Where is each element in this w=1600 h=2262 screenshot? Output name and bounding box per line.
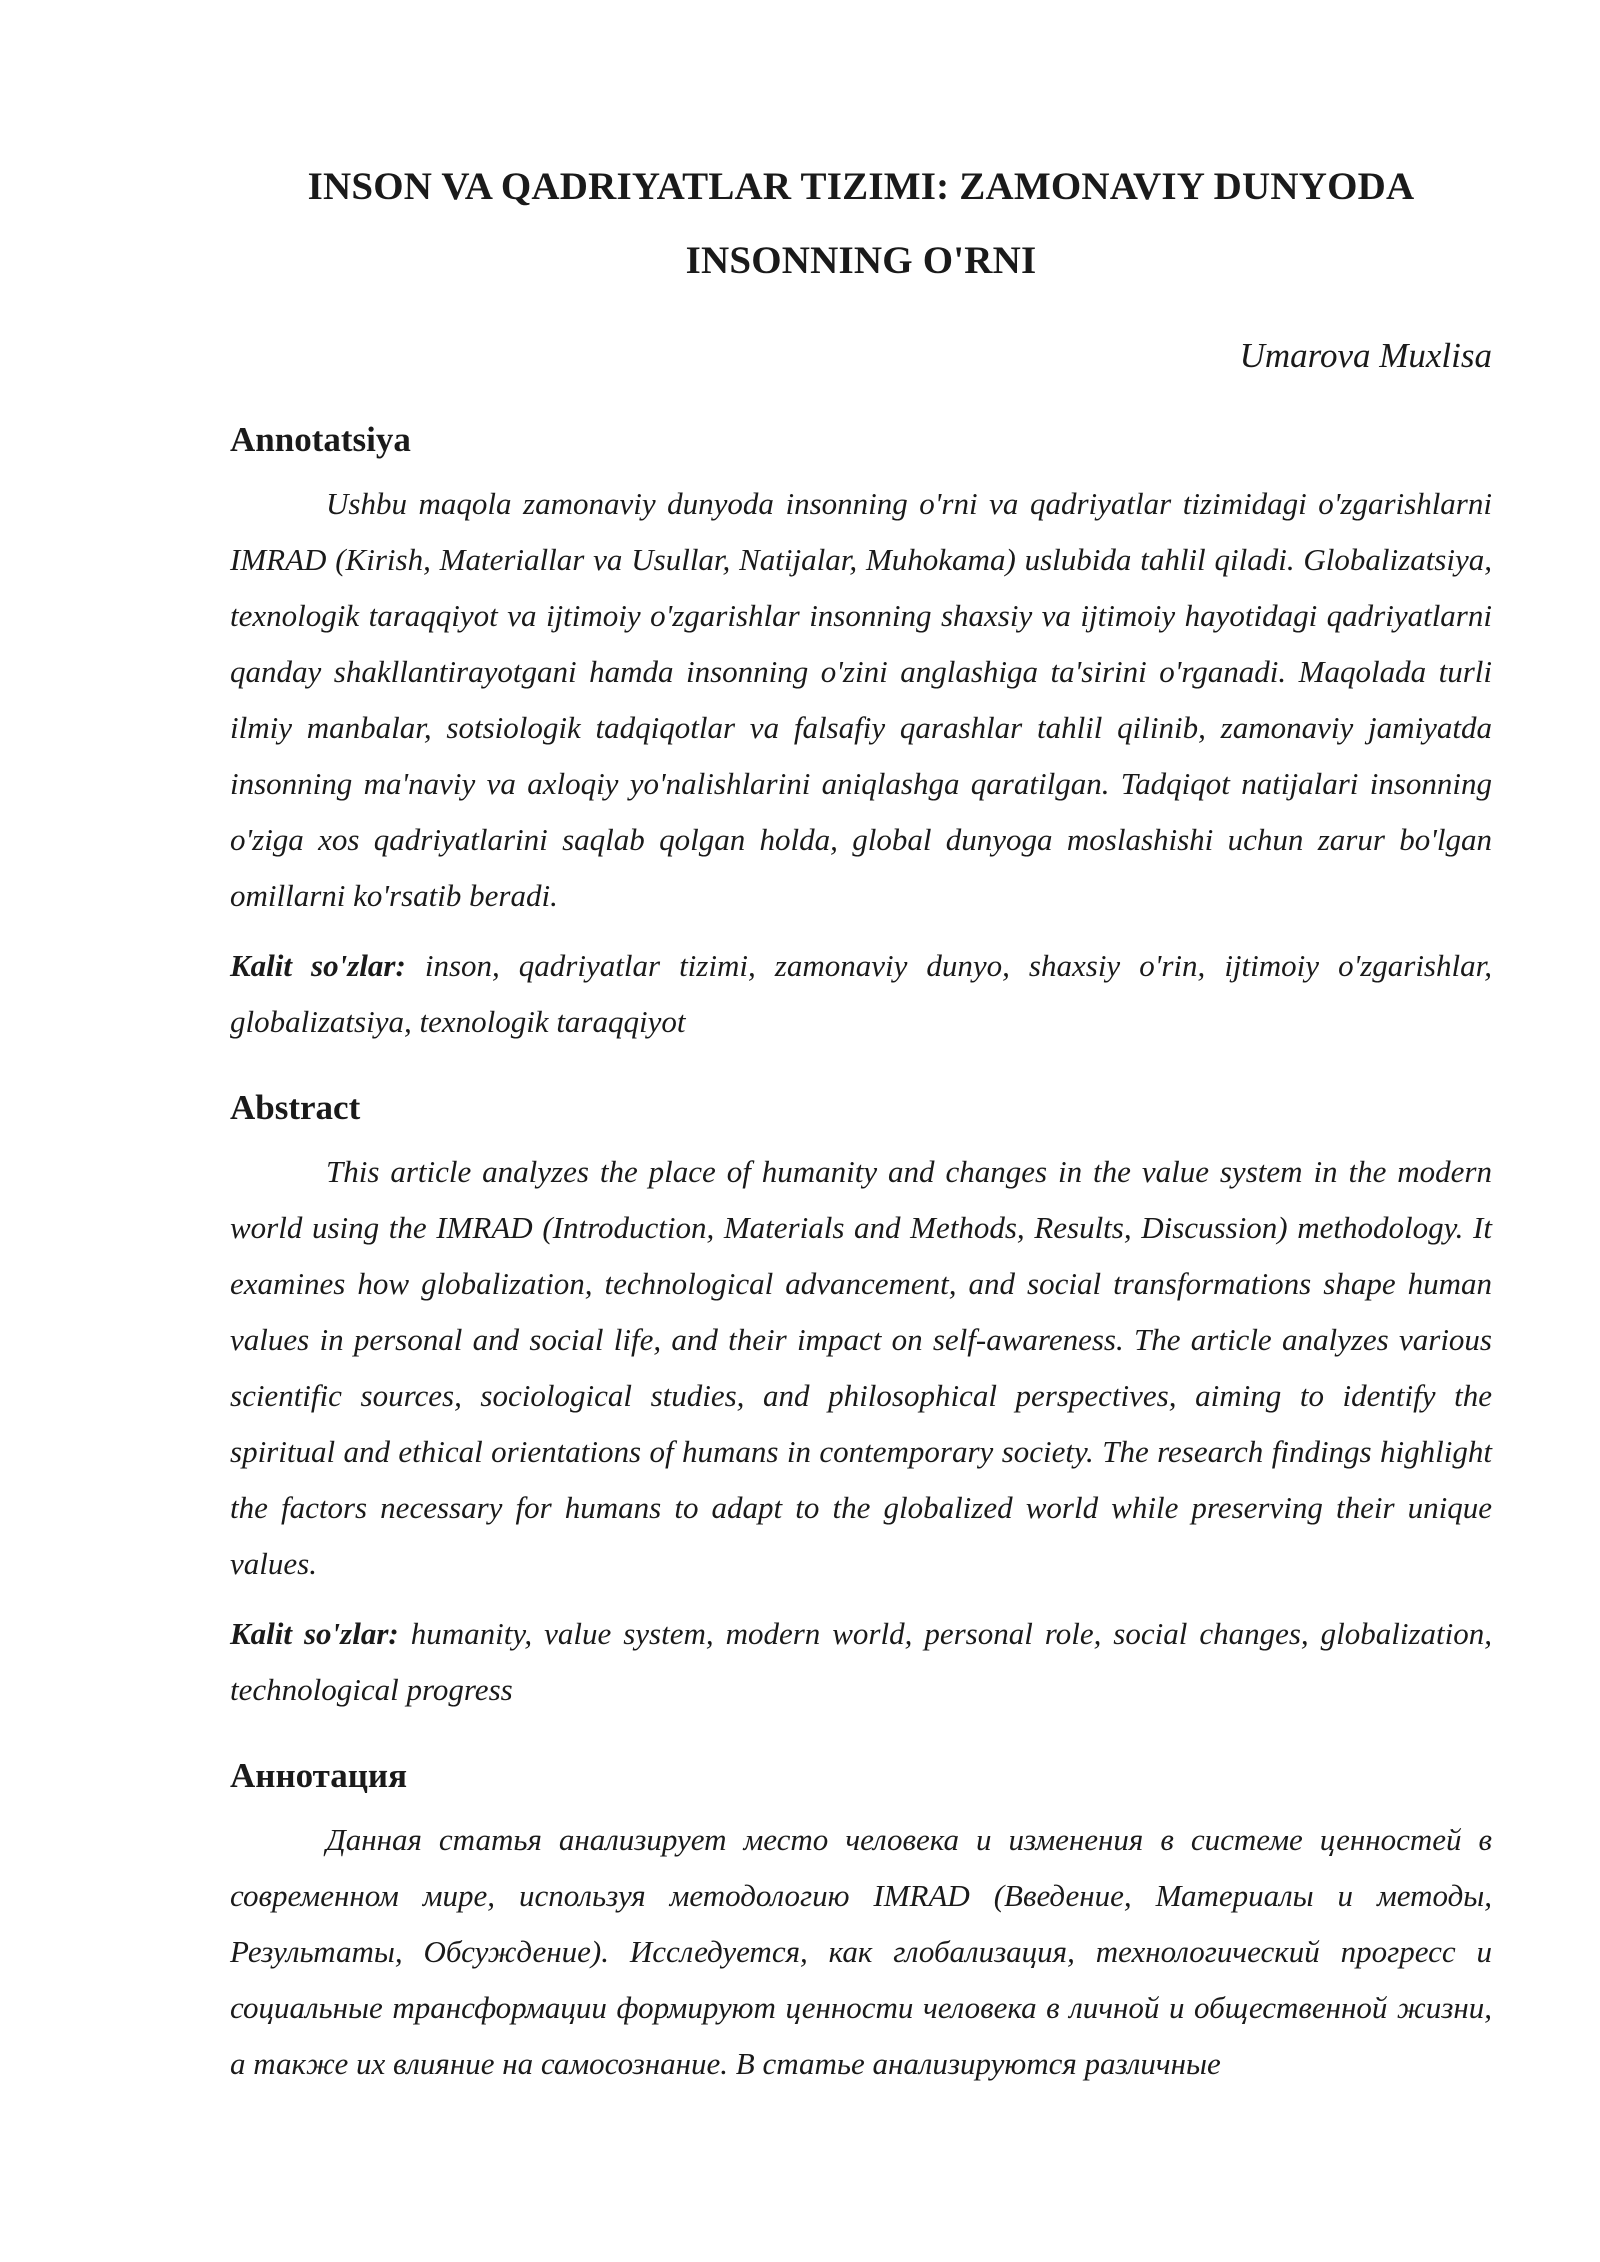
section-heading-annotatsiya: Annotatsiya [230,420,411,459]
keywords-label: Kalit so'zlar: [230,948,406,983]
keywords-uz [230,938,1492,1050]
abstract-ru: Данная статья анализирует место человека и изменения в системе ценностей в современном мире, используя методологию IMRAD (Введение, Материалы и методы, Результаты, Обсуждение). Исследуется, как глобализация, технологический прогресс и социальные трансформации формируют ценности человека в личной и общественной жизни, а также их влияние на самосознание. В статье анализируются различные [230,1822,1492,2081]
paper-title [230,150,1492,298]
abstract-en: This article analyzes the place of humanity and changes in the value system in the modern world using the IMRAD (Introduction, Materials and Methods, Results, Discussion) methodology. It examines how globalization, technological advancement, and social transformations shape human values in personal and social life, and their impact on self-awareness. The article analyzes various scientific sources, sociological studies, and philosophical perspectives, aiming to identify the spiritual and ethical orientations of humans in contemporary society. The research findings highlight the factors necessary for humans to adapt to the globalized world while preserving their unique values. [230,1154,1492,1581]
title-line-1: INSON VA QADRIYATLAR TIZIMI: ZAMONAVIY DUNYODA [307,165,1415,208]
section-heading-annotatsiya-ru: Аннотация [230,1756,408,1795]
section-heading-abstract: Abstract [230,1088,361,1127]
author-name: Umarova Muxlisa [1239,336,1492,375]
keywords-label: Kalit so'zlar: [230,1616,399,1651]
keywords-en [230,1606,1492,1718]
abstract-uz: Ushbu maqola zamonaviy dunyoda insonning o'rni va qadriyatlar tizimidagi o'zgarishlarni IMRAD (Kirish, Materiallar va Usullar, Natijalar, Muhokama) uslubida tahlil qiladi. Globalizatsiya, texnologik taraqqiyot va ijtimoiy o'zgarishlar insonning shaxsiy va ijtimoiy hayotidagi qadriyatlarni qanday shakllantirayotgani hamda insonning o'zini anglashiga ta'sirini o'rganadi. Maqolada turli ilmiy manbalar, sotsiologik tadqiqotlar va falsafiy qarashlar tahlil qilinib, zamonaviy jamiyatda insonning ma'naviy va axloqiy yo'nalishlarini aniqlashga qaratilgan. Tadqiqot natijalari insonning o'ziga xos qadriyatlarini saqlab qolgan holda, global dunyoga moslashishi uchun zarur bo'lgan omillarni ko'rsatib beradi. [230,486,1492,913]
title-line-2: INSONNING O'RNI [685,239,1037,282]
keywords-text: inson, qadriyatlar tizimi, zamonaviy dunyo, shaxsiy o'rin, ijtimoiy o'zgarishlar, globalizatsiya, texnologik taraqqiyot [230,948,1492,1039]
keywords-text: humanity, value system, modern world, personal role, social changes, globalization, technological progress [230,1616,1492,1707]
paper-page [230,150,1492,2092]
